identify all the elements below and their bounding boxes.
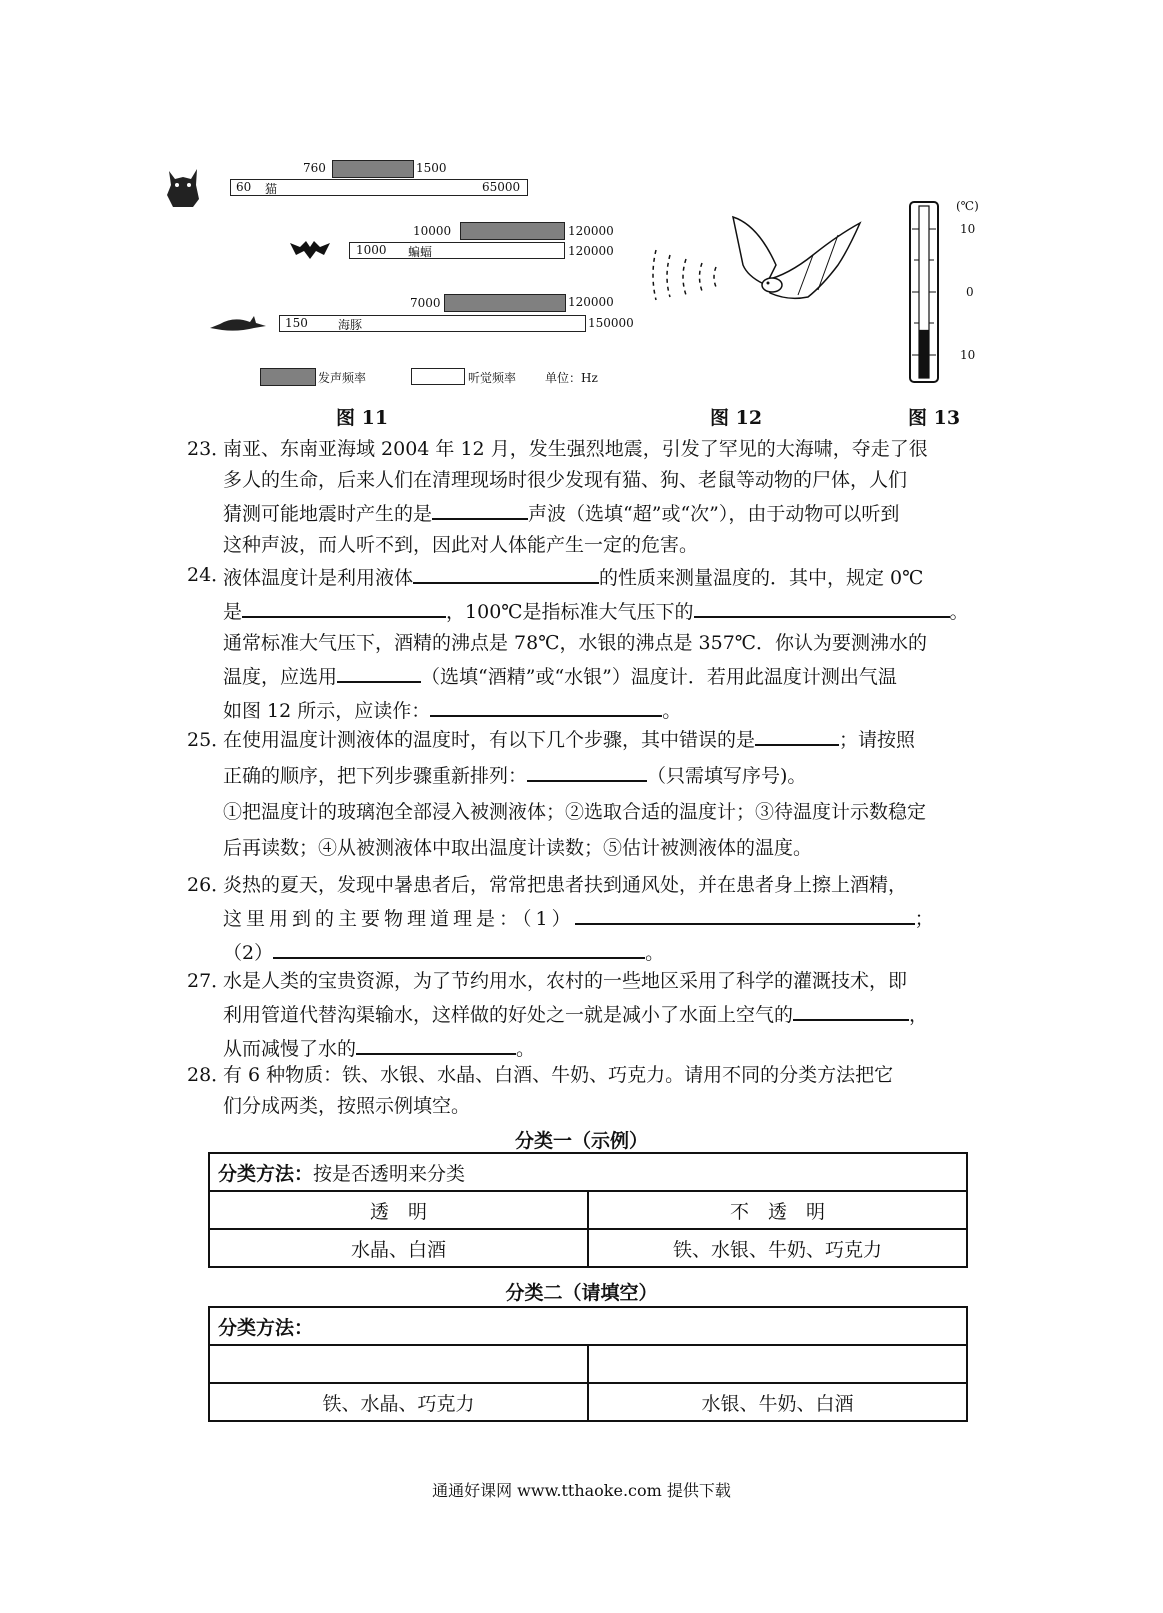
table-2-title: 分类二（请填空） [505, 1282, 658, 1304]
thermometer-tick-top: 10 [960, 222, 976, 236]
legend-emit-label: 发声频率 [318, 371, 367, 385]
table-1-col-2-items: 铁、水银、牛奶、巧克力 [588, 1229, 967, 1267]
q26-blank-2[interactable] [273, 935, 645, 959]
legend-hear-label: 听觉频率 [468, 371, 517, 385]
question-number: 27． [187, 970, 231, 992]
q27-line-2: 利用管道代替沟渠输水，这样做的好处之一就是减小了水面上空气的 ， [223, 997, 1007, 1031]
q25-line-2: 正确的顺序，把下列步骤重新排列： （只需填写序号)。 [223, 758, 1007, 794]
dolphin-hear-low: 150 [285, 316, 308, 330]
q24-line-4: 温度，应选用 （选填“酒精”或“水银”）温度计．若用此温度计测出气温 [223, 659, 1007, 693]
question-number: 26． [187, 874, 231, 896]
q26-blank-1[interactable] [575, 901, 915, 925]
bat-name: 蝙蝠 [408, 245, 433, 259]
q28-line-2: 们分成两类，按照示例填空。 [223, 1095, 471, 1117]
q25-line-3: ①把温度计的玻璃泡全部浸入被测液体；②选取合适的温度计；③待温度计示数稳定 [223, 801, 927, 823]
q24-blank-5[interactable] [430, 693, 662, 717]
question-27 [187, 966, 1007, 1065]
table-1-col-1-header: 透 明 [209, 1191, 588, 1229]
table-2-method-row[interactable]: 分类方法： [209, 1307, 967, 1345]
bat-emit-bar [460, 222, 565, 240]
q23-line-3: 猜测可能地震时产生的是 声波（选填“超”或“次”），由于动物可以听到 [223, 496, 1007, 530]
q23-line-1: 南亚、东南亚海域 2004 年 12 月，发生强烈地震，引发了罕见的大海啸，夺走了很 [223, 438, 928, 460]
bat-hear-low: 1000 [356, 243, 387, 257]
table-2-col-1-header[interactable] [209, 1345, 588, 1383]
q24-line-2: 是 ，100℃是指标准大气压下的 。 [223, 594, 1007, 628]
q24-line-1: 液体温度计是利用液体 的性质来测量温度的．其中，规定 0℃ [223, 560, 1007, 594]
bat-emit-high: 120000 [568, 224, 614, 238]
q25-blank-1[interactable] [755, 722, 839, 746]
question-25 [187, 722, 1007, 866]
q27-blank-2[interactable] [356, 1031, 516, 1055]
cat-hear-high: 65000 [482, 180, 521, 194]
question-number: 23． [187, 438, 231, 460]
cat-name: 猫 [265, 182, 278, 196]
classification-table-2 [208, 1306, 968, 1422]
table-1-title: 分类一（示例） [514, 1130, 648, 1152]
q24-line-3: 通常标准大气压下，酒精的沸点是 78℃，水银的沸点是 357℃．你认为要测沸水的 [223, 632, 928, 654]
cat-emit-bar [332, 160, 414, 178]
q26-line-3: （2） 。 [223, 935, 1007, 969]
q27-line-1: 水是人类的宝贵资源，为了节约用水，农村的一些地区采用了科学的灌溉技术，即 [223, 970, 908, 992]
thermometer-tick-zero: 0 [966, 285, 974, 299]
q27-line-3: 从而减慢了水的 。 [223, 1031, 1007, 1065]
bat-icon [290, 237, 330, 261]
table-2-col-1-items: 铁、水晶、巧克力 [209, 1383, 588, 1421]
q26-line-1: 炎热的夏天，发现中暑患者后，常常把患者扶到通风处，并在患者身上擦上酒精， [223, 874, 908, 896]
q25-line-4: 后再读数；④从被测液体中取出温度计读数；⑤估计被测液体的温度。 [223, 837, 813, 859]
bat-emit-low: 10000 [413, 224, 452, 238]
dolphin-name: 海豚 [338, 318, 363, 332]
q27-blank-1[interactable] [793, 997, 909, 1021]
question-number: 24． [187, 564, 231, 586]
question-23 [187, 434, 1007, 561]
figure-12-caption: 图 12 [710, 407, 763, 429]
dolphin-emit-high: 120000 [568, 295, 614, 309]
question-24 [187, 560, 1007, 727]
q23-blank[interactable] [432, 496, 528, 520]
table-2-col-2-header[interactable] [588, 1345, 967, 1383]
q28-line-1: 有 6 种物质：铁、水银、水晶、白酒、牛奶、巧克力。请用不同的分类方法把它 [223, 1064, 894, 1086]
thermometer-tick-bottom: 10 [960, 348, 976, 362]
q24-blank-1[interactable] [413, 560, 599, 584]
table-2-col-2-items: 水银、牛奶、白酒 [588, 1383, 967, 1421]
cat-emit-high: 1500 [416, 161, 447, 175]
legend-emit-swatch [260, 368, 316, 386]
q24-blank-2[interactable] [242, 594, 446, 618]
question-28 [187, 1060, 1007, 1122]
table-1-col-2-header: 不 透 明 [588, 1191, 967, 1229]
q26-line-2: 这里用到的主要物理道理是：（1） ； [223, 901, 1007, 935]
thermometer-unit: (℃) [956, 199, 979, 213]
classification-table-1 [208, 1152, 968, 1268]
table-1-method-row: 分类方法：按是否透明来分类 [209, 1153, 967, 1191]
dolphin-hear-high: 150000 [588, 316, 634, 330]
figure-13-caption: 图 13 [908, 407, 961, 429]
question-26 [187, 870, 1007, 969]
q23-line-2: 多人的生命，后来人们在清理现场时很少发现有猫、狗、老鼠等动物的尸体，人们 [223, 469, 908, 491]
legend-hear-swatch [411, 368, 465, 385]
cat-emit-low: 760 [303, 161, 326, 175]
cat-hear-low: 60 [236, 180, 252, 194]
dolphin-icon [210, 314, 266, 334]
q24-blank-4[interactable] [337, 659, 421, 683]
dolphin-emit-bar [444, 294, 566, 312]
q24-blank-3[interactable] [694, 594, 950, 618]
figure-11-caption: 图 11 [336, 407, 389, 429]
thermometer-illustration [896, 198, 996, 388]
dolphin-hear-bar [279, 315, 586, 332]
bat-echolocation-illustration [648, 205, 868, 320]
q25-line-1: 在使用温度计测液体的温度时，有以下几个步骤，其中错误的是 ；请按照 [223, 722, 1007, 758]
q24-line-5: 如图 12 所示，应读作： 。 [223, 693, 1007, 727]
legend-unit: 单位：Hz [545, 371, 598, 385]
dolphin-emit-low: 7000 [410, 296, 441, 310]
page-footer: 通通好课网 www.tthaoke.com 提供下载 [432, 1481, 731, 1500]
bat-hear-high: 120000 [568, 244, 614, 258]
cat-icon [163, 165, 203, 209]
q23-line-4: 这种声波，而人听不到，因此对人体能产生一定的危害。 [223, 534, 699, 556]
question-number: 28． [187, 1064, 231, 1086]
q25-blank-2[interactable] [527, 758, 647, 782]
question-number: 25． [187, 729, 231, 751]
table-1-col-1-items: 水晶、白酒 [209, 1229, 588, 1267]
